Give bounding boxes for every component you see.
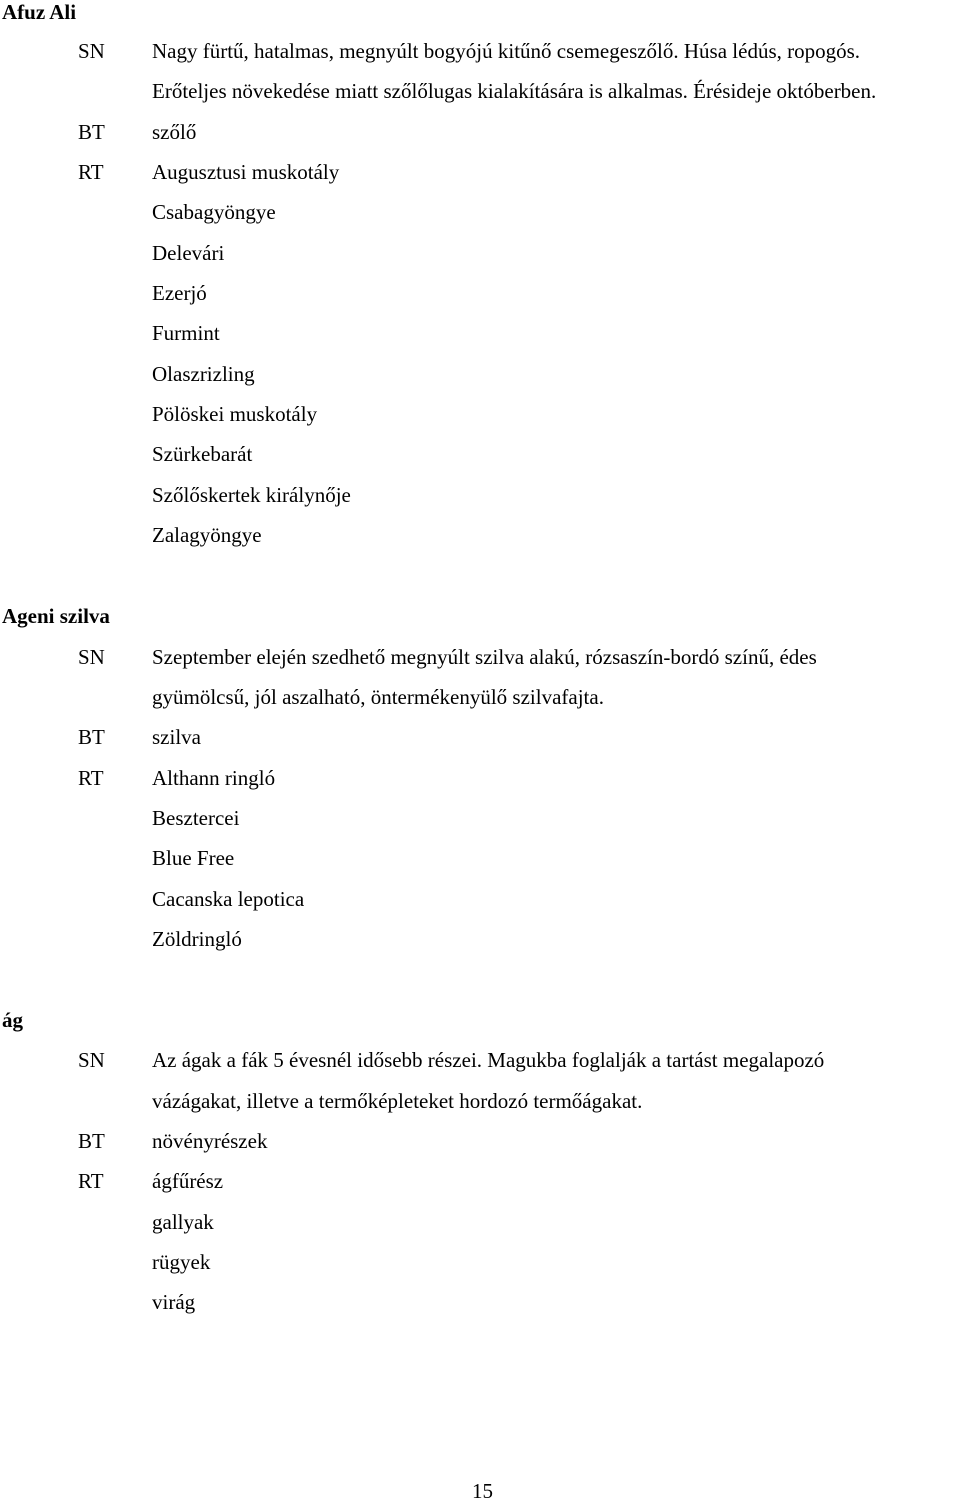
related-term: Szürkebarát [152,442,253,466]
related-term: Zalagyöngye [152,523,262,547]
related-term: Besztercei [152,806,240,830]
sn-label: SN [78,39,105,63]
bt-label: BT [78,120,105,144]
broader-term: növényrészek [152,1129,268,1153]
scope-note-line: vázágakat, illetve a termőképleteket hordozó termőágakat. [152,1089,643,1113]
related-term: Zöldringló [152,927,242,951]
related-term: Csabagyöngye [152,200,276,224]
related-term: Delevári [152,241,225,265]
related-term: Blue Free [152,846,235,870]
scope-note-line: Az ágak a fák 5 évesnél idősebb részei. Magukba foglalják a tartást megalapozó [152,1048,825,1072]
related-term: rügyek [152,1250,211,1274]
rt-label: RT [78,1169,104,1193]
scope-note-line: Nagy fürtű, hatalmas, megnyúlt bogyójú kitűnő csemegeszőlő. Húsa lédús, ropogós. [152,39,861,63]
entry-term: ág [2,1008,23,1032]
scope-note-line: gyümölcsű, jól aszalható, öntermékenyülő szilvafajta. [152,685,604,709]
entry-term: Ageni szilva [2,604,110,628]
related-term: Ezerjó [152,281,207,305]
broader-term: szőlő [152,120,197,144]
related-term: virág [152,1290,196,1314]
sn-label: SN [78,645,105,669]
bt-label: BT [78,725,105,749]
broader-term: szilva [152,725,201,749]
related-term: Olaszrizling [152,362,255,386]
scope-note-line: Erőteljes növekedése miatt szőlőlugas kialakítására is alkalmas. Érésideje októberben. [152,79,877,103]
page-number: 15 [472,1479,493,1503]
related-term: Augusztusi muskotály [152,160,340,184]
scope-note-line: Szeptember elején szedhető megnyúlt szilva alakú, rózsaszín-bordó színű, édes [152,645,817,669]
rt-label: RT [78,160,104,184]
related-term: Pölöskei muskotály [152,402,318,426]
sn-label: SN [78,1048,105,1072]
related-term: ágfűrész [152,1169,224,1193]
related-term: Furmint [152,321,220,345]
bt-label: BT [78,1129,105,1153]
related-term: Szőlőskertek királynője [152,483,351,507]
entry-term: Afuz Ali [2,0,77,24]
related-term: gallyak [152,1210,214,1234]
rt-label: RT [78,766,104,790]
related-term: Althann ringló [152,766,276,790]
related-term: Cacanska lepotica [152,887,305,911]
